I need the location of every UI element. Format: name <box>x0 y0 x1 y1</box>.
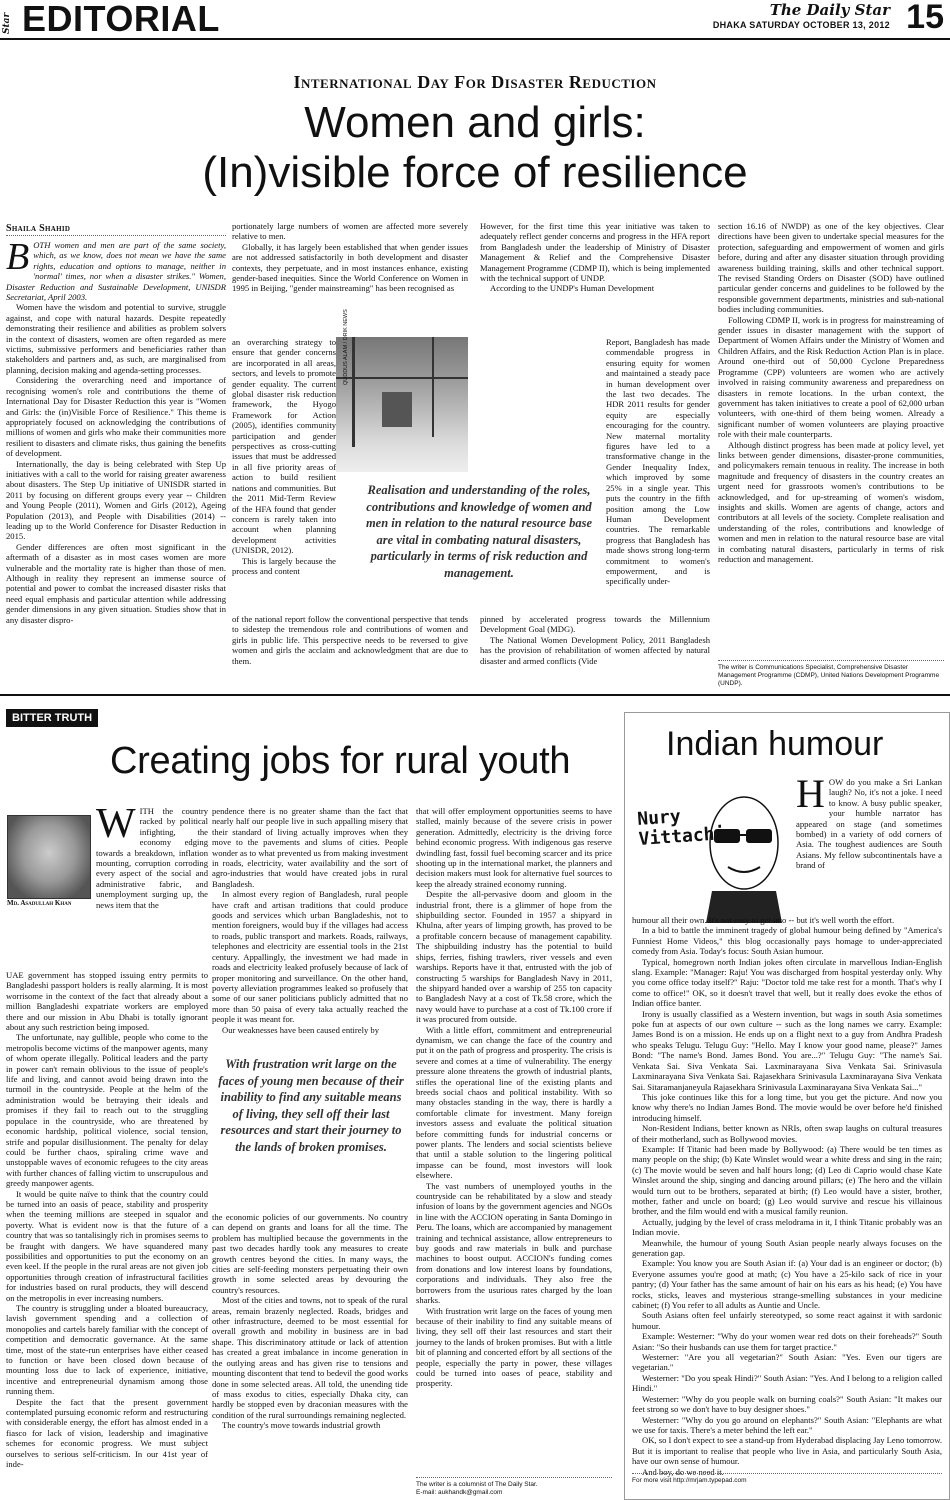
byline-rule <box>6 235 226 236</box>
page-number: 15 <box>906 0 944 36</box>
dateline: DHAKA SATURDAY OCTOBER 13, 2012 <box>712 20 890 30</box>
article1-paragraph: Considering the overarching need and importance of recognising women's role and contributions the theme of International Day for Disaster Reduction this year is "Women and Girls: the (in)Visible Force of Resilience." This theme is appropriately focused on acknowledging the contributions of millions of women and girls who make their communities more resilient to disasters and climate risks, thus gaining the benefits of development. <box>6 375 226 459</box>
article2-paragraph: Our weaknesses have been caused entirely by <box>222 1024 380 1035</box>
article3-paragraph: Westerner: "Are you all vegetarian?" South Asian: "Yes. Even our tigers are vegetarian." <box>632 1352 942 1373</box>
article3-paragraph: Example: Westerner: "Why do your women wear red dots on their foreheads?" South Asian: "So their husbands can use them for target practice." <box>632 1331 942 1352</box>
article3-intro: HOW do you make a Sri Lankan laugh? No, it's not a joke. I need to know. A busy public speaker, your humble narrator has appeared on stage (and sometimes bombed) in a variety of odd corners of Asia. The toughest audiences are South Asians. My fellow subcontinentals have a brand of <box>796 771 942 871</box>
article2-paragraph: The unfortunate, nay gullible, people who come to the metropolis become victims of the manpower agents, many of whom operate illegally. Political leaders and the party in power can't remain oblivious to the issue of people's life and living, and cannot avoid being drawn into the turmoil in the countryside. People at the helm of the administration would be betraying their ideals and promises if they fail to reach out to the struggling populace in the countryside, who are threatened by economic hardship, political violence, social tension, strife and popular disillusionment. The penalty for delay could be further chaos, spiraling crime wave and unstoppable waves of economic refugees to the city areas with further chances of falling victim to unscrupulous and greedy manpower agents. <box>6 1032 208 1189</box>
article1-paragraph: portionately large numbers of women are affected more severely relative to men. <box>232 221 468 242</box>
footnote-rule <box>718 660 944 661</box>
article2-footnote <box>416 1481 612 1497</box>
article1-paragraph: However, for the first time this year initiative was taken to adequately reflect gender concerns and progress in the HFA report from Bangladesh under the leadership of Ministry of Disaster Management & Relief and the Comprehensive Disaster Management Programme (CDMP II), which is being implemented with the technical support of UNDP. <box>480 221 710 284</box>
article3-paragraph: Example: If Titanic had been made by Bollywood: (a) There would be ten times as many people on the ship; (b) Kate Winslet would wear a white dress and sing in the rain; (c) The movie would be seven and half hours long; (d) Leo di Caprio would chase Kate Winslet around the ship, singing and dancing around pillars; (e) The hero and the villain would turn out to be brothers, separated at birth; (f) Leo would have a sister, brother, mother, father and uncle on board; (g) Leo would survive and rescue his villainous brother, and the film would end with a musical family reunion. <box>632 1143 942 1217</box>
article3-footnote: For more visit http://mrjam.typepad.com <box>632 1477 747 1484</box>
article1-paragraph: Globally, it has largely been established that when gender issues are not addressed satisfactorily in both development and disaster contexts, they perpetuate, and in most instances enhance, existing gender-based inequities. Since the World Conference on Women in 1995 in Beijing, "gender mainstreaming" has been recognised as <box>232 241 468 294</box>
article2-intro: WITH the country racked by political infighting, the economy edging towards a breakdown, inflation mounting, corruption corroding every aspect of the social and administrative fabric, and unemployment surging up, the news item that the <box>96 801 208 910</box>
article1-paragraph: This is largely because the process and content <box>232 555 336 576</box>
article1-paragraph: of the national report follow the conventional perspective that tends to sidestep the tremendous role and contributions of women and girls in public life. This perspective needs to be reversed to give women and girls the acclaim and acknowledgment that are due to them. <box>232 614 468 666</box>
article1-paragraph: The National Women Development Policy, 2011 Bangladesh has the provision of rehabilitation of women affected by natural disaster and armed conflicts (Vide <box>480 634 710 666</box>
article2-col2-top <box>212 806 408 1038</box>
article1-paragraph: Report, Bangladesh has made commendable progress in ensuring equity for women and maintained a steady pace in human development over the last two decades. The HDR 2011 results for gender equity are especially encouraging for the country. New maternal mortality figures have led to a transformative change in the Gender Inequality Index, which improved by some 25% in a single year. This puts the country in the fifth position among the Low Human Development countries. The remarkable progress that Bangladesh has made shows strong long-term commitment to women's empowerment, and is specifically under- <box>606 337 710 587</box>
article1-paragraph: Although distinct progress has been made at policy level, yet links between gender dimensions, disaster-prone communities, and policymakers remain tenuous in reality. The increase in both magnitude and frequency of disasters in the country creates an urgent need for grassroots women's contributions to be acknowledged, and for up-streaming of women's wisdom, insights and skills. Women are agents of change, actors and contributors at all levels of the society. Complete realisation and understanding of the roles, contributions and knowledge of women and men in relation to the natural resource base are vital in combating natural disasters, particularly in terms of risk reduction and management. <box>718 439 944 564</box>
article3-paragraph: South Asians often feel unfairly stereotyped, so some react against it with sardonic humour. <box>632 1310 942 1331</box>
columnist-illustration <box>632 773 792 923</box>
footnote-rule <box>416 1477 612 1478</box>
article1-lede: BOTH women and men are part of the same society, which, as we know, does not mean we have the same rights, education and options to manage, neither in 'normal' times, nor when a disaster strikes." Women, Disaster Reduction and Sustainable Development, UNISDR Secretariat, April 2003. <box>6 236 226 303</box>
article2-paragraph: Despite the fact that the present government contemplated pursuing economic reform and restructuring with considerable energy, the effort has almost ended in a fiasco for lack of vision, leadership and imaginative schemes for economic progress. We must subject ourselves to serious self-criticism. In our 41st year of inde- <box>6 1396 208 1470</box>
article2-paragraph: The country is struggling under a bloated bureaucracy, lavish government spending and a collection of monopolies and cartels barely familiar with the concept of competition and democratic governance. At the same time, most of the state-run enterprises have either ceased to function or have been closed down because of mounting loss due to lack of experience, initiative, incentive and entrepreneurial dynamism among those running them. <box>6 1303 208 1397</box>
article2-col1 <box>6 970 208 1500</box>
article1-col3-bottom <box>480 614 710 678</box>
article1-col1 <box>6 236 226 676</box>
article1-dropcap: B <box>6 236 30 278</box>
article3-paragraph: OK, so I don't expect to see a stand-up from Hyderabad displacing Jay Leno tomorrow. But it is important to realise that people who live in Asia, and particularly South Asia, have our own sense of humour. <box>632 1435 942 1467</box>
article1-paragraph: Gender differences are often most significant in the aftermath of a disaster as in most cases women are more vulnerable and the mortality rate is higher than those of men. Although in reality they represent an immense source of potential and power to combat the increased disaster risks that need equal emphasis and particular attention while addressing gender dimensions in any given situation. Studies show that in any disaster dispro- <box>6 541 226 625</box>
footnote-rule <box>632 1473 942 1474</box>
article1-col3-narrow <box>606 337 710 614</box>
page-header <box>0 0 950 40</box>
article3-paragraph: Westerner: "Why do you people walk on burning coals?" South Asian: "It makes our feet strong so we don't have to buy designer shoes." <box>632 1393 942 1415</box>
photo-credit: QUDDUS ALAM / DRIK NEWS <box>343 309 349 385</box>
section-title: EDITORIAL <box>22 0 220 39</box>
article3-paragraph: Example: You know you are South Asian if: (a) Your dad is an engineer or doctor; (b) Everyone assumes you're good at math; (c) You have a 25-kilo sack of rice in your pantry; (d) Your father has the same amount of hair on his ears as his head; (e) You have rocks, sticks, leaves and mysterious strange-smelling substances in your medicine cabinet; (f) You refer to all adults as Auntie and Uncle. <box>632 1258 942 1311</box>
article1-paragraph: an overarching strategy to ensure that gender concerns are incorporated in all areas, sectors, and levels to promote gender equality. The current global disaster risk reduction framework, the Hyogo Framework for Action (2005), identifies community participation and gender perspectives as cross-cutting issues that must be addressed in all five priority areas of action to build resilient nations and communities. But the 2011 Mid-Term Review of the HFA found that gender concern is rarely taken into account when planning development activities (UNISDR, 2012). <box>232 337 336 556</box>
article2-footnote-email: E-mail: aukhandk@gmail.com <box>416 1489 503 1496</box>
article1-headline-line1: Women and girls: <box>304 98 646 147</box>
article2-headline: Creating jobs for rural youth <box>110 740 571 782</box>
column-tag: BITTER TRUTH <box>6 709 98 727</box>
article1-paragraph: pinned by accelerated progress towards the Millennium Development Goal (MDG). <box>480 614 710 635</box>
article2-dropcap: W <box>96 801 136 847</box>
article1-col2-bottom <box>232 614 468 678</box>
article1-paragraph: Internationally, the day is being celebrated with Step Up initiatives with a call to the world for raising greater awareness about disasters. The Step Up initiative of UNISDR started in 2011 by focusing on different groups every year -- Children and Young People (2011), Women and Girls (2012), Ageing Population (2013), and People with Disabilities (2014) -- leading up to the World Conference for Disaster Reduction in 2015. <box>6 458 226 542</box>
section-divider <box>0 694 950 696</box>
article2-paragraph: UAE government has stopped issuing entry permits to Bangladeshi passport holders is really alarming. It is most worrisome in the context of the fact that already about a million Bangladeshi expatriate workers are employed there and our mission in Abu Dhabi is totally ignorant about any such restriction being imposed. <box>6 970 208 1033</box>
columnist-name: Nury Vittachi <box>636 806 726 850</box>
article1-col3-top <box>480 221 710 337</box>
article2-paragraph: Despite the all-pervasive doom and gloom in the industrial front, there is a glimmer of hope from the shipbuilding sector. Founded in 1957 a shipyard in Khulna, after years of limping growth, has proved to be a profitable concern because of management capability. The shipbuilding industry has the potential to build ships, ferries, fishing trawlers, river vessels and even warships. Reports have it that, entrusted with the job of constructing 5 warships for Bangladesh Navy in 2011, the shipyard handed over a warship of 255 ton capacity to Bangladesh Navy at a cost of Tk.58 crore, which the navy would have to purchase at a cost of Tk.100 crore if it was procured from outside. <box>416 889 612 1025</box>
article3-paragraph: And boy, do we need it. <box>642 1466 724 1477</box>
article2-pullquote: With frustration writ large on the faces of young men because of their inability to find any suitable means of living, they sell off their last resources and start their journey to the lands of broken promises. <box>218 1057 404 1154</box>
article1-paragraph: Women have the wisdom and potential to survive, struggle against, and cope with natural hazards. Despite repeatedly demonstrating their resilience and abilities as problem solvers in the context of disasters, women are often regarded as mere victims, submissive performers and beneficiaries rather than stakeholders and partners and, as such, are marginalised from planning, decision making and agenda-setting processes. <box>6 302 226 375</box>
article1-paragraph: section 16.16 of NWDP) as one of the key objectives. Clear directions have been given to undertake special measures for the protection, safeguarding and empowerment of women and girls before, during and after any disaster situation through providing awareness building training, skills and other technical support. The revised Standing Orders on Disaster (SOD) have outlined particular gender concerns and guidelines to be followed by the responsible government departments, ministries and sub-national bodies including communities. <box>718 221 944 315</box>
article2-paragraph: In almost every region of Bangladesh, rural people have craft and artisan traditions that could produce goods and services which urban Bangladeshis, not to mention foreigners, would buy if the villages had access to roads, public transport and markets. Roads, railways, telephones and electricity are essential tools in the 21st century. Appallingly, the investment we had made in roads and electricity leaked profusely because of lack of proper monitoring and surveillance. On the other hand, poverty alleviation programmes leaked so profusely that some of our saner politicians publicly admitted that no more than 50 paisa of every taka actually reached the people it was meant for. <box>212 889 408 1025</box>
article3-paragraph: Irony is usually classified as a Western invention, but wags in south Asia sometimes poke fun at aspects of our own culture -- such as the long names we carry. Example: James Bond is on a mission. He ends up on a flight next to a guy from Andhra Pradesh who speaks Telugu. Telugu Guy: "Hello. May I know your good name, please?" James Bond: "The name's Bond. James Bond. You are...?" Telugu Guy: "The name's Sai. Venkata Sai. Siva Venkata Sai. Laxminarayana Siva Venkata Sai. Srinivasula Laxminarayana Siva Venkata Sai. Rajasekhara Srinivasula Laxminarayana Siva Venkata Sai. Sitaramanjaneyula Rajasekhara Srinivasula Laxminarayana Siva Venkata Sai..." <box>632 1008 942 1092</box>
article1-kicker: International Day For Disaster Reduction <box>293 72 657 92</box>
article3-paragraph: Actually, judging by the level of crass melodrama in it, I think Titanic probably was an Indian movie. <box>632 1216 942 1238</box>
article2-paragraph: It would be quite naïve to think that the country could be turned into an oasis of peace, stability and prosperity when the teeming millions are steeped in squalor and poverty. What is evident now is that the future of a country that was so tantalisingly rich in promises seems to be fraught with dangers. We have squandered many possibilities and opportunities to put the economy on an even keel. If the people in the rural areas are not given job opportunities through creation of infrastructural facilities for industries based on rural products, they will descend on the metropolis in ever increasing numbers. <box>6 1188 208 1303</box>
article3-paragraph: Westerner: "Do you speak Hindi?" South Asian: "Yes. And I belong to a religion called Hindi." <box>632 1372 942 1394</box>
article1-headline <box>0 98 950 198</box>
article1-byline: Shaila Shahid <box>6 223 71 234</box>
article1-paragraph: Following CDMP II, work is in progress for mainstreaming of gender issues in disaster management with the support of Department of Women Affairs under the Ministry of Women and Children Affairs, and the Risk Reduction Action Plan is in place. Around one-third out of 50,000 Cyclone Preparedness Programme (CPP) volunteers are women who are actively involved in raising community awareness and preparedness on disasters in remote locations. In the urban context, the government has taken initiatives to create a pool of 62,000 urban volunteers, with one-third of them being women. Already a significant number of women volunteers are playing proactive role with their male counterparts. <box>718 314 944 440</box>
article1-headline-line2: (In)visible force of resilience <box>202 148 748 197</box>
author-portrait <box>7 815 91 899</box>
article2-paragraph: With a little effort, commitment and entrepreneurial dynamism, we can change the face of the country and put it on the path of progress and prosperity. The crisis is severe and comes at a time of vulnerability. The energy pressure alone threatens the growth of industrial plants, stifles the operational line of the existing plants and breeds social chaos and political instability. With so many obstacles standing in the way, there is hardly a comfortable climate for investment. Many foreign investors assess and evaluate the political situation before committing funds for industrial concerns or power plants. The lenders and social scientists believe that until a stable solution to the lingering political impasse can be found, most investors will look elsewhere. <box>416 1024 612 1181</box>
article3-paragraph: This joke continues like this for a long time, but you get the picture. And now you know why there's no Indian James Bond. The movie would be over before he'd finished introducing himself. <box>632 1091 942 1123</box>
article2-col3 <box>416 806 612 1474</box>
article3-paragraph: humour all their own. It's not easy to get into -- but it's well worth the effort. <box>632 915 895 925</box>
article3-dropcap: H <box>796 771 825 816</box>
portrait-caption: Md. Asadullah Khan <box>7 899 72 907</box>
article1-col4 <box>718 221 944 653</box>
article1-col2-top <box>232 221 468 337</box>
article3-paragraph: Westerner: "Why do you go around on elephants?" South Asian: "Elephants are what we use for taxis. There's a meter behind the left ear." <box>632 1414 942 1435</box>
article3-body <box>632 915 942 1477</box>
article2-paragraph: Most of the cities and towns, not to speak of the rural areas, remain brazenly neglected. Roads, bridges and other infrastructure, deemed to be most essential for overall growth and mobility in business are in bad shape. This discriminatory attitude or lack of attention has created a great imbalance in income generation in the outlying areas and has given rise to tensions and mounting discontent that tend to bedevil the good works done in some selected areas. All told, the unending tide of mass exodus to cities, especially Dhaka city, can hardly be stopped even by draconian measures with the condition of the rural surroundings remaining neglected. <box>212 1295 408 1420</box>
article2-col2-bottom <box>212 1212 408 1500</box>
star-logo: Star <box>2 12 12 34</box>
article2-footnote-line1: The writer is a columnist of The Daily Star. <box>416 1481 538 1488</box>
masthead: The Daily Star <box>769 1 890 19</box>
article2-paragraph: The country's move towards industrial growth <box>222 1420 381 1431</box>
article3-paragraph: Non-Resident Indians, better known as NRIs, often swap laughs on cultural treasures of their motherland, such as Bollywood movies. <box>632 1123 942 1144</box>
article2-paragraph: the economic policies of our governments. No country can depend on grants and loans for all the time. The problem has multiplied because the governments in the past two decades hardly took any measures to create growth centres beyond the cities. In many ways, the cities are self-feeding monsters perpetuating their own growth in some selected areas by devouring the country's resources. <box>212 1212 408 1295</box>
article1-footnote: The writer is Communications Specialist, Comprehensive Disaster Management Programme (CDMP), United Nations Development Programme (UNDP). <box>718 664 940 687</box>
article3-headline: Indian humour <box>666 725 884 763</box>
article3-paragraph: Meanwhile, the humour of young South Asian people nearly always focuses on the generation gap. <box>632 1237 942 1258</box>
article2-col1-intro <box>96 801 208 970</box>
article2-paragraph: pendence there is no greater shame than the fact that nearly half our people live in such appalling misery that their standard of living actually improves when they move to the pavements and slums of cities. People wonder as to what prevented us from making investment in roads, electricity, water availability and the sort of agro-industries that would have created jobs in rural Bangladesh. <box>212 806 408 889</box>
article3-paragraph: In a bid to battle the imminent tragedy of global humour being defined by "America's Funniest Home Videos," this blog occasionally pays homage to under-appreciated comedy from Asia. Today's focus: South Asian humour. <box>632 925 942 957</box>
article2-paragraph: With frustration writ large on the faces of young men because of their inability to find any suitable means of living, they sell off their last resources and start their journey to the lands of broken promises. But with a little bit of planning and concerted effort by all sections of the people, especially the party in power, these villages could be turned into oases of peace, stability and prosperity. <box>416 1305 612 1389</box>
article1-paragraph: According to the UNDP's Human Development <box>490 283 655 294</box>
article3-paragraph: Typical, homegrown north Indian jokes often circulate in marvellous Indian-English slang. Example: "Manager: Raju! You was discharged from hospital yesterday only. Why you come office today itself?" Raju: "Doctor told me take rest for a month. That's why I come to office!" OK, so it doesn't travel that well, but it really does evoke the ethos of Indian office banter. <box>632 956 942 1009</box>
article1-pullquote: Realisation and understanding of the roles, contributions and knowledge of women and men in relation to the natural resource base are vital in combating natural disasters, particularly in terms of risk reduction and management. <box>365 483 593 580</box>
article2-paragraph: The vast numbers of unemployed youths in the countryside can be rehabilitated by a slow and steady infusion of loans by the government agencies and NGOs in line with the ACCION operating in Santa Domingo in Peru. The loans, which are accompanied by management training and technical assistance, allow entrepreneurs to buy goods and raw materials in bulk and purchase machines to boost output. ACCION's funding comes from donations and low interest loans by foundations, corporations and individuals. They also free the borrowers from the usurious rates charged by the loan sharks. <box>416 1180 612 1306</box>
article2-paragraph: that will offer employment opportunities seems to have stalled, mainly because of the severe crisis in power generation. Admittedly, electricity is the driving force behind economic progress. With indigenous gas reserve dwindling fast, fossil fuel becoming scarcer and its price shooting up in the international market, the planners and decision makers must look for alternative fuel sources to keep the already strained economy running. <box>416 806 612 889</box>
